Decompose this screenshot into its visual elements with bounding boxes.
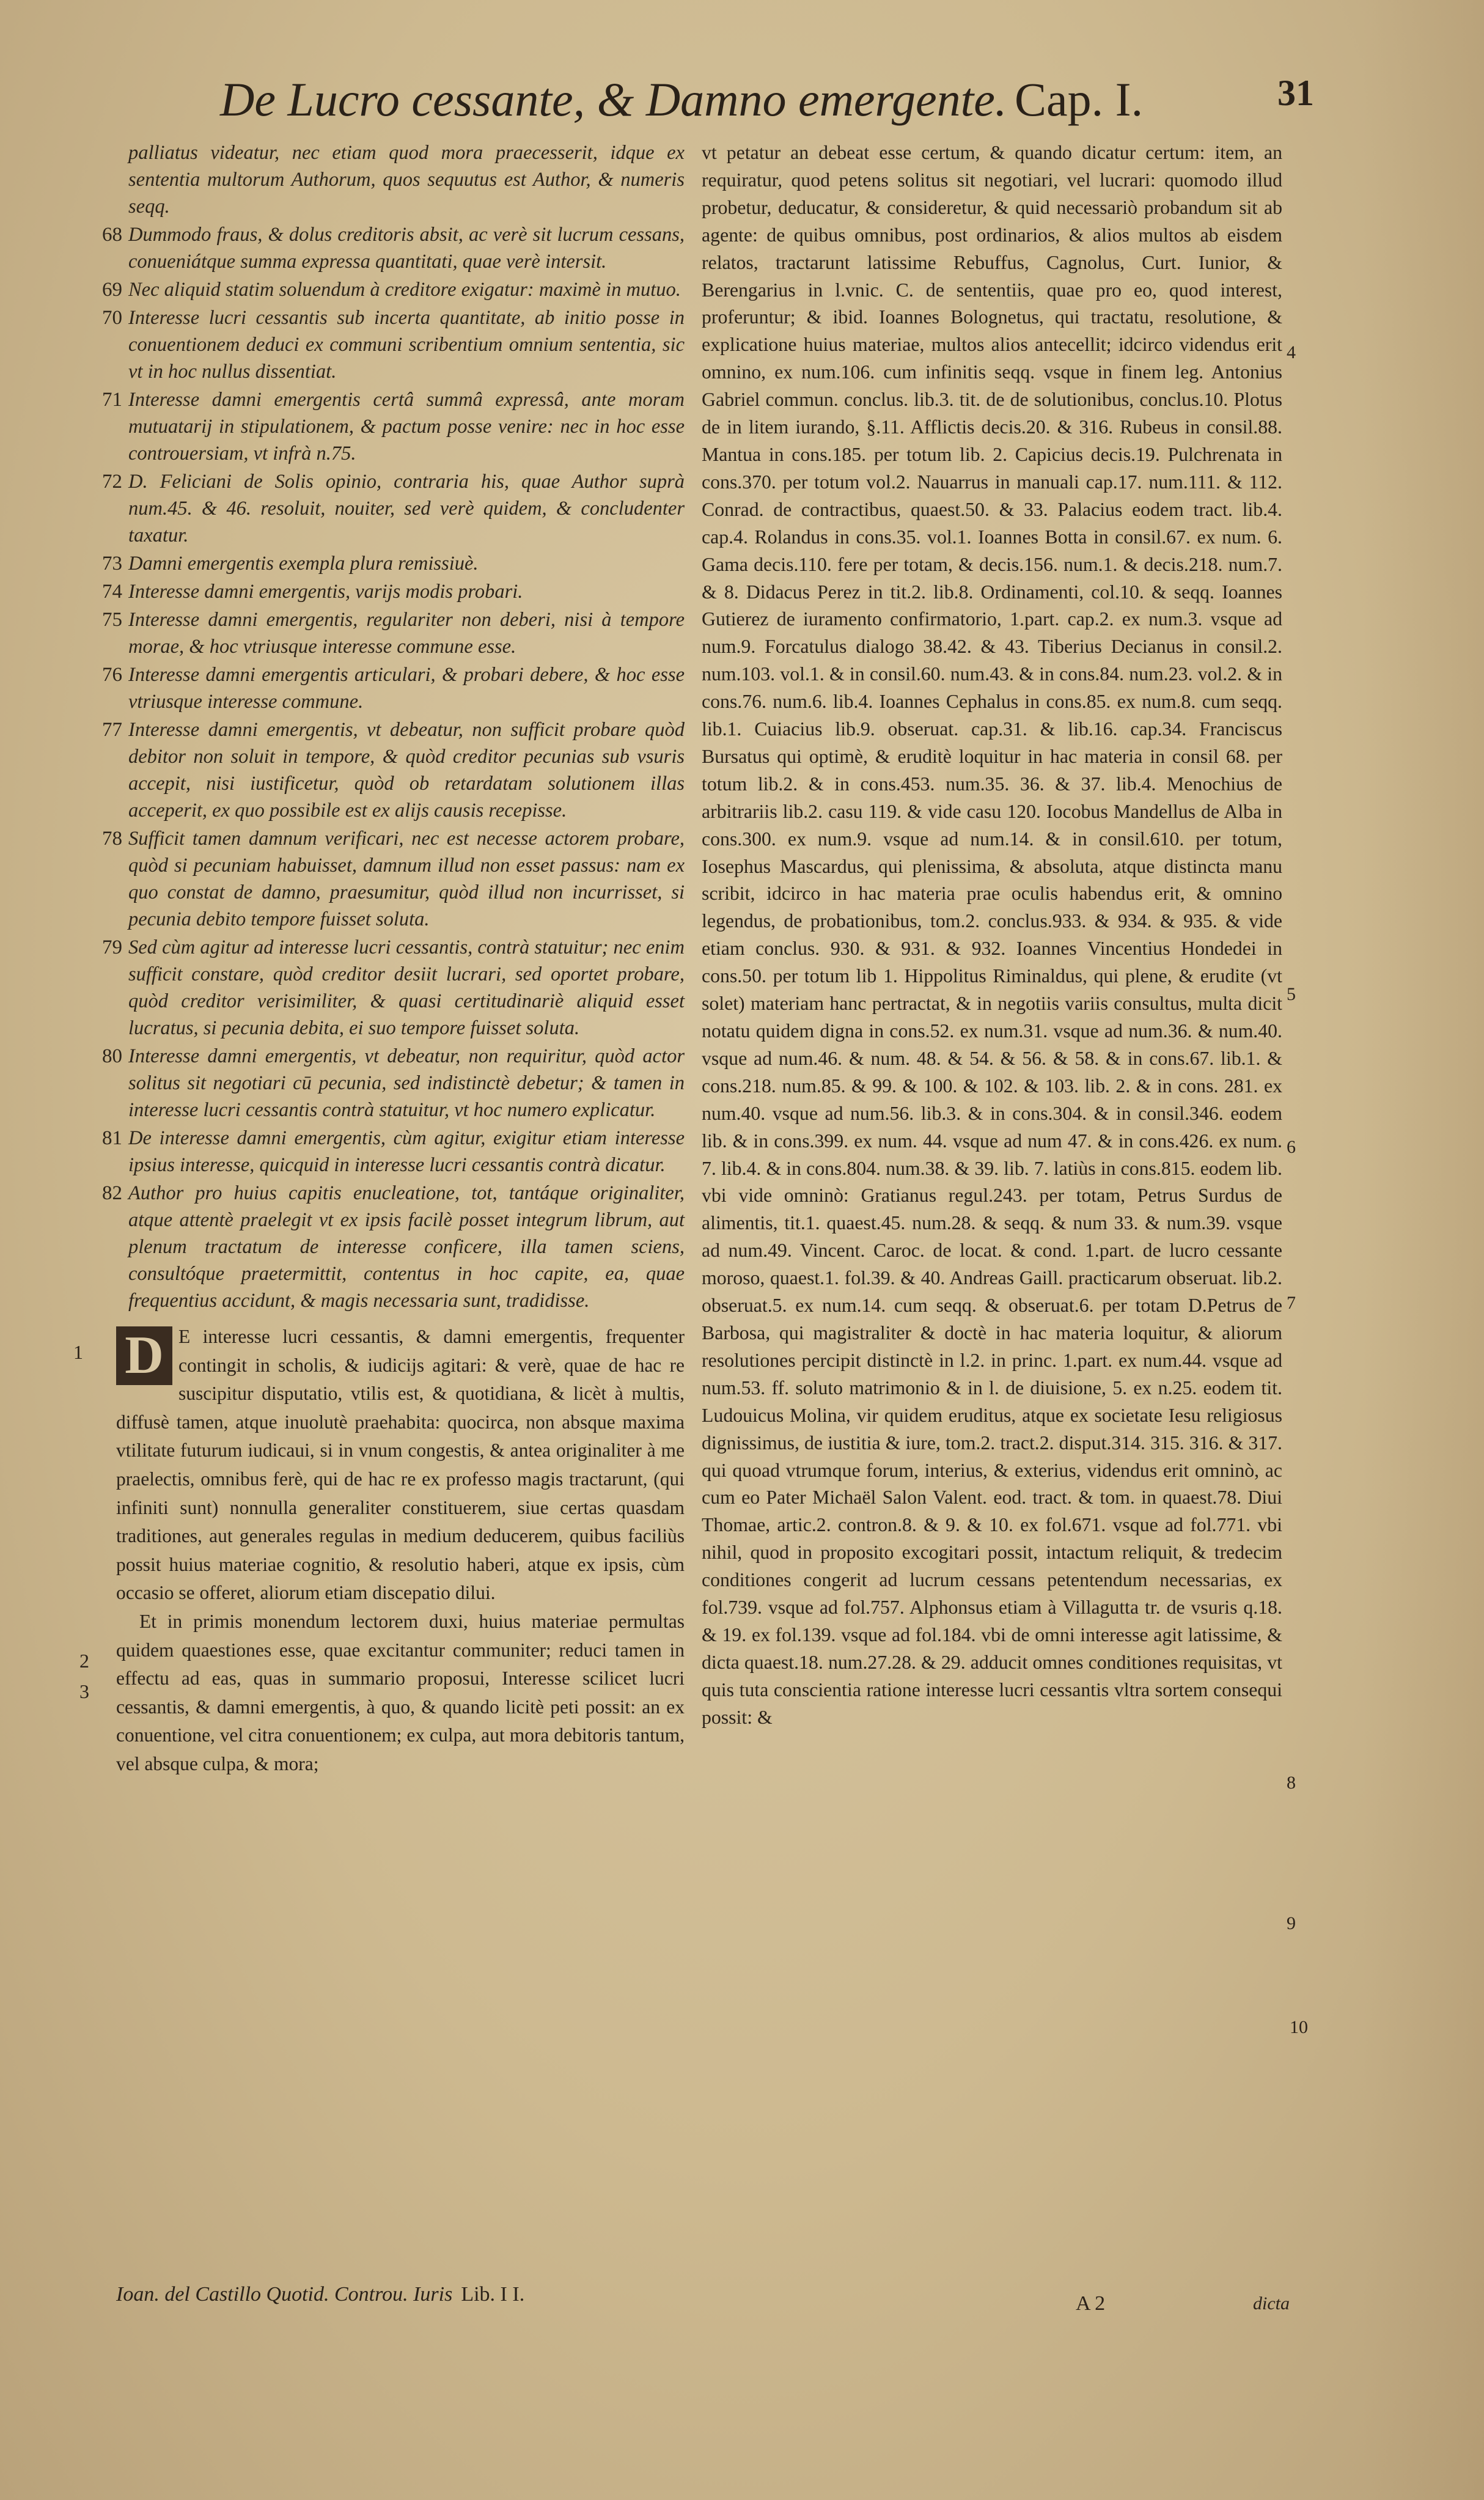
summary-text: Interesse damni emergentis articulari, & probari debere, & hoc esse vtriusque interesse commune. bbox=[128, 664, 685, 713]
summary-item bbox=[73, 606, 685, 660]
summary-text: Sed cùm agitur ad interesse lucri cessantis, contrà statuitur; nec enim sufficit constare, quòd creditor desiit lucrari, sed oportet probare, quòd creditor verisimiliter, & quasi certitudinariè aliquid esset lucratus, si pecunia debita, ei suo tempore fuisset soluta. bbox=[128, 936, 685, 1039]
margin-number: 2 bbox=[79, 1650, 89, 1672]
summary-number: 82 bbox=[102, 1182, 122, 1204]
summary-text: Sufficit tamen damnum verificari, nec est necesse actorem probare, quòd si pecuniam habuisset, damnum illud non esset passus: nam ex quo constat de damno, praesumitur, quòd illud non incurrisset, si pecunia debito tempore fuisset soluta. bbox=[128, 828, 685, 930]
summary-number: 81 bbox=[102, 1127, 122, 1149]
summary-number: 72 bbox=[102, 471, 122, 493]
summary-item bbox=[73, 550, 685, 577]
footer-title bbox=[116, 2283, 666, 2306]
margin-number: 5 bbox=[1287, 984, 1296, 1004]
summary-number: 74 bbox=[102, 581, 122, 603]
margin-number: 4 bbox=[1287, 342, 1296, 362]
summary-text: Nec aliquid statim soluendum à creditore exigatur: maximè in mutuo. bbox=[128, 279, 681, 301]
summary-text: Interesse lucri cessantis sub incerta quantitate, ab initio posse in conuentionem deduci ex communi scribentium omnium sententia, sic vt in hoc nullus dissentiat. bbox=[128, 307, 685, 383]
summary-number: 76 bbox=[102, 664, 122, 686]
summary-item bbox=[73, 468, 685, 549]
summary-item bbox=[73, 661, 685, 715]
chapter-label: Cap. I. bbox=[1015, 73, 1144, 126]
summary-item bbox=[73, 1043, 685, 1123]
folio-number: 31 bbox=[1277, 73, 1314, 113]
margin-number: 1 bbox=[73, 1341, 83, 1363]
summary-number: 68 bbox=[102, 224, 122, 246]
summary-item bbox=[73, 386, 685, 467]
summary-number: 77 bbox=[102, 719, 122, 741]
summary-item bbox=[73, 825, 685, 933]
catchword: dicta bbox=[1253, 2293, 1290, 2314]
summary-text: Interesse damni emergentis, vt debeatur, non sufficit probare quòd debitor non soluit in tempore, & quòd creditor pecunias sub vsuris accepit, nisi iustificetur, quòd ob retardatam solutionem illas acceperit, ex quo possibile est ex alijs causis recepisse. bbox=[128, 719, 685, 822]
footer-lib: Lib. I I. bbox=[461, 2283, 525, 2306]
summary-item bbox=[73, 276, 685, 303]
running-head-title: De Lucro cessante, & Damno emergente. bbox=[220, 73, 1007, 126]
footer-author: Ioan. del Castillo Quotid. Controu. Iuris bbox=[116, 2283, 453, 2306]
margin-number: 6 bbox=[1287, 1137, 1296, 1157]
summary-number: 79 bbox=[102, 936, 122, 958]
summary-number: 75 bbox=[102, 609, 122, 631]
summary-item bbox=[73, 1180, 685, 1314]
summary-text: D. Feliciani de Solis opinio, contraria his, quae Author suprà num.45. & 46. resoluit, nouiter, sed verè quidem, & concludenter taxatur. bbox=[128, 471, 685, 546]
summary-text: Dummodo fraus, & dolus creditoris absit, ac verè sit lucrum cessans, conueniátque summa expressa quantitati, quae verè intersit. bbox=[128, 224, 685, 273]
summary-text: Interesse damni emergentis, vt debeatur, non requiritur, quòd actor solitus sit negotiari cū pecunia, sed indistinctè debetur; & tamen in interesse lucri cessantis contrà statuitur, vt hoc numero explicatur. bbox=[128, 1045, 685, 1121]
body-paragraph-2 bbox=[73, 1608, 685, 1779]
right-column bbox=[689, 139, 1282, 2401]
summary-number: 78 bbox=[102, 828, 122, 850]
summary-text: Author pro huius capitis enucleatione, tot, tantáque originaliter, atque attentè praelegit vt ex ipsis facilè posset integrum librum, aut plenum tractatum de interesse conficere, illa tamen sciens, consultóque praetermittit, contentus in hoc capite, ea, quae frequentius accidunt, & magis necessaria sunt, tradidisse. bbox=[128, 1182, 685, 1312]
body-paragraph-1 bbox=[73, 1323, 685, 1608]
page-edge-shading bbox=[1362, 0, 1484, 2500]
summary-text: Interesse damni emergentis certâ summâ expressâ, ante moram mutuatarij in stipulationem, & pactum posse venire: nec in hoc esse controuersiam, vt infrà n.75. bbox=[128, 389, 685, 465]
summary-number: 80 bbox=[102, 1045, 122, 1067]
summary-text: Interesse damni emergentis, regulariter non deberi, nisi à tempore morae, & hoc vtriusque interesse commune esse. bbox=[128, 609, 685, 658]
signature-mark: A 2 bbox=[1076, 2292, 1106, 2315]
summary-item bbox=[73, 934, 685, 1042]
summary-item bbox=[73, 716, 685, 824]
margin-number: 9 bbox=[1287, 1913, 1296, 1933]
summary-item bbox=[73, 221, 685, 275]
summary-number: 73 bbox=[102, 553, 122, 575]
summary-item bbox=[73, 139, 685, 220]
left-column bbox=[73, 139, 685, 2462]
right-column-text: vt petatur an debeat esse certum, & quando dicatur certum: item, an requiratur, quod petens solitus sit negotiari, vel lucrari: quomodo illud probetur, deducatur, & consideretur, & quid necessariò probandum sit ab agente: de quibus omnibus, post ordinarios, & alios multos ab eisdem relatos, tractarunt latissime Rebuffus, Cagnolus, Curt. Iunior, & Berengarius in l.vnic. C. de sententiis, quae pro eo, quod interest, proferuntur; & ibid. Ioannes Bolognetus, qui tractatu, resolutione, & explicatione huius materiae, multos alios antecellit; idcirco videndus erit omnino, ex num.106. cum infinitis seqq. vsque in finem leg. Antonius Gabriel commun. conclus. lib.3. tit. de de solutionibus, conclus.10. Plotus de in litem iurando, §.11. Afflictis decis.20. & 316. Rubeus in consil.88. Mantua in cons.185. per totum lib. 2. Capicius decis.19. Pulchrenata in cons.370. per totum vol.2. Nauarrus in manuali cap.17. num.111. & 112. Conrad. de contractibus, quaest.50. & 33. Palacius eodem tract. lib.4. cap.4. Rolandus in cons.35. vol.1. Ioannes Botta in consil.67. ex num. 6. Gama decis.110. fere per totam, & decis.156. num.1. & decis.218. num.7. & 8. Didacus Perez in tit.2. lib.8. Ordinamenti, col.10. & seqq. Ioannes Gutierez de iuramento confirmatorio, 1.part. cap.2. ex num.3. vsque ad num.9. Forcatulus dialogo 38.42. & 43. Tiberius Decianus in consil.2. num.103. vol.1. & in consil.60. num.43. & in cons.84. num.23. vol.2. & in cons.76. num.6. lib.4. Ioannes Cephalus in cons.85. ex num.8. cum seqq. lib.1. Cuiacius lib.9. obseruat. cap.31. & lib.16. cap.34. Franciscus Bursatus qui optimè, & eruditè loquitur in hac materia in consil 68. per totum lib.2. & in cons.453. num.35. 36. & 37. lib.4. Menochius de arbitrariis lib.2. casu 119. & vide casu 120. Iocobus Mandellus de Alba in cons.300. ex num.9. vsque ad num.14. & in consil.610. per totum, Iosephus Mascardus, qui plenissima, & absoluta, atque distincta manu scribit, idcirco in hac materia prae oculis habendus erit, & omnino legendus, de probationibus, tom.2. conclus.933. & 934. & 935. & vide etiam conclus. 930. & 931. & 932. Ioannes Vincentius Hondedei in cons.50. per totum lib 1. Hippolitus Riminaldus, qui plene, & erudite (vt solet) materiam hanc pertractat, & in negotiis variis consultus, multa dicit notatu quidem digna in cons.52. ex num.31. vsque ad num.36. & num.40. vsque ad num.46. & num. 48. & 54. & 56. & 58. & in cons.67. lib.1. & cons.218. num.85. & 99. & 100. & 102. & 103. lib. 2. & in cons. 281. ex num.40. vsque ad num.56. lib.3. & in cons.304. & in consil.346. eodem lib. & in cons.399. ex num. 44. vsque ad num 47. & in cons.426. ex num. 7. lib.4. & in cons.804. num.38. & 39. lib. 7. latiùs in cons.815. eodem lib. vbi vide omninò: Gratianus regul.243. per totam, Petrus Surdus de alimentis, tit.1. quaest.45. num.28. & seqq. & num 33. & num.39. vsque ad num.49. Vincent. Caroc. de locat. & cond. 1.part. de lucro cessante moroso, quaest.1. fol.39. & 40. Andreas Gaill. practicarum obseruat. lib.2. obseruat.5. ex num.14. cum seqq. & obseruat.6. per totam D.Petrus de Barbosa, qui magistraliter & doctè in hac materia loquitur, & aliorum resolutiones percipit distinctè in l.2. in princ. 1.part. ex num.44. vsque ad num.53. ff. soluto matrimonio & in l. de diuisione, 5. ex n.25. eodem tit. Ludouicus Molina, vir quidem eruditus, atque ex societate Iesu religiosus dignissimus, de iustitia & iure, tom.2. tract.2. disput.314. 315. 316. & 317. qui quoad vtrumque forum, interius, & exterius, videndus erit omninò, ac cum eo Pater Michaël Salon Valent. eod. tract. & tom. in quaest.78. Diui Thomae, artic.2. contron.8. & 9. & 10. ex fol.671. vsque ad fol.771. vbi nihil, quod in proposito excogitari possit, intactum reliquit, & tredecim conditiones congerit ad lucrum cessans petentendum necessarias, ex fol.739. vsque ad fol.757. Alphonsus etiam à Villagutta tr. de vsuris q.18. & 19. ex fol.139. vsque ad fol.184. vbi de omni interesse agit latissime, & dicta quaest.18. num.27.28. & 29. adducit omnes conditiones requisitas, vt quis tuta conscientia ratione interesse lucri cessantis vltra sortem consequi possit: & bbox=[702, 142, 1282, 1728]
margin-number: 8 bbox=[1287, 1773, 1296, 1793]
paragraph-text: E interesse lucri cessantis, & damni emergentis, frequenter contingit in scholis, & iudicijs agitari: & verè, quae de hac re suscipitur disputatio, vtilis est, & quotidiana, & licèt à multis, diffusè tamen, atque inuolutè praehabita: quocirca, non absque maxima vtilitate futurum iudicaui, si in vnum congestis, & antea originaliter à me praelectis, omnibus ferè, qui de hac re ex professo magis tractarunt, (qui infiniti sunt) nonnulla generaliter constituerem, siue certas quasdam traditiones, aut generales regulas in medium deducerem, quibus faciliùs possit huius materiae cognitio, & resolutio haberi, atque ex ipsis, cùm occasio se offeret, aliorum etiam discepatio dilui. bbox=[116, 1326, 685, 1604]
margin-number: 3 bbox=[79, 1680, 89, 1702]
body-text-block bbox=[73, 1323, 685, 1779]
summary-text: Damni emergentis exempla plura remissiuè. bbox=[128, 553, 479, 575]
margin-number: 7 bbox=[1287, 1293, 1296, 1313]
summary-number: 70 bbox=[102, 307, 122, 329]
summary-text: De interesse damni emergentis, cùm agitur, exigitur etiam interesse ipsius interesse, quicquid in interesse lucri cessantis contrà dicatur. bbox=[128, 1127, 685, 1176]
summary-number: 71 bbox=[102, 389, 122, 411]
summary-text: Interesse damni emergentis, varijs modis probari. bbox=[128, 581, 523, 603]
paragraph-text: Et in primis monendum lectorem duxi, huius materiae permultas quidem quaestiones esse, quae excitantur communiter; reduci tamen in effectu ad eas, quas in summario proposui, Interesse scilicet lucri cessantis, & damni emergentis, à quo, & quando licitè peti possit: an ex conuentione, vel citra conuentionem; ex culpa, aut mora debitoris tantum, vel absque culpa, & mora; bbox=[116, 1610, 685, 1774]
drop-cap-initial: D bbox=[116, 1326, 172, 1385]
summary-item bbox=[73, 304, 685, 385]
summary-number: 69 bbox=[102, 279, 122, 301]
summary-text: palliatus videatur, nec etiam quod mora praecesserit, idque ex sententia multorum Authorum, quos sequutus est Author, & numeris seqq. bbox=[128, 142, 685, 218]
summary-item bbox=[73, 578, 685, 605]
margin-number: 10 bbox=[1290, 2017, 1308, 2037]
summary-item bbox=[73, 1125, 685, 1178]
running-head bbox=[220, 72, 1320, 139]
